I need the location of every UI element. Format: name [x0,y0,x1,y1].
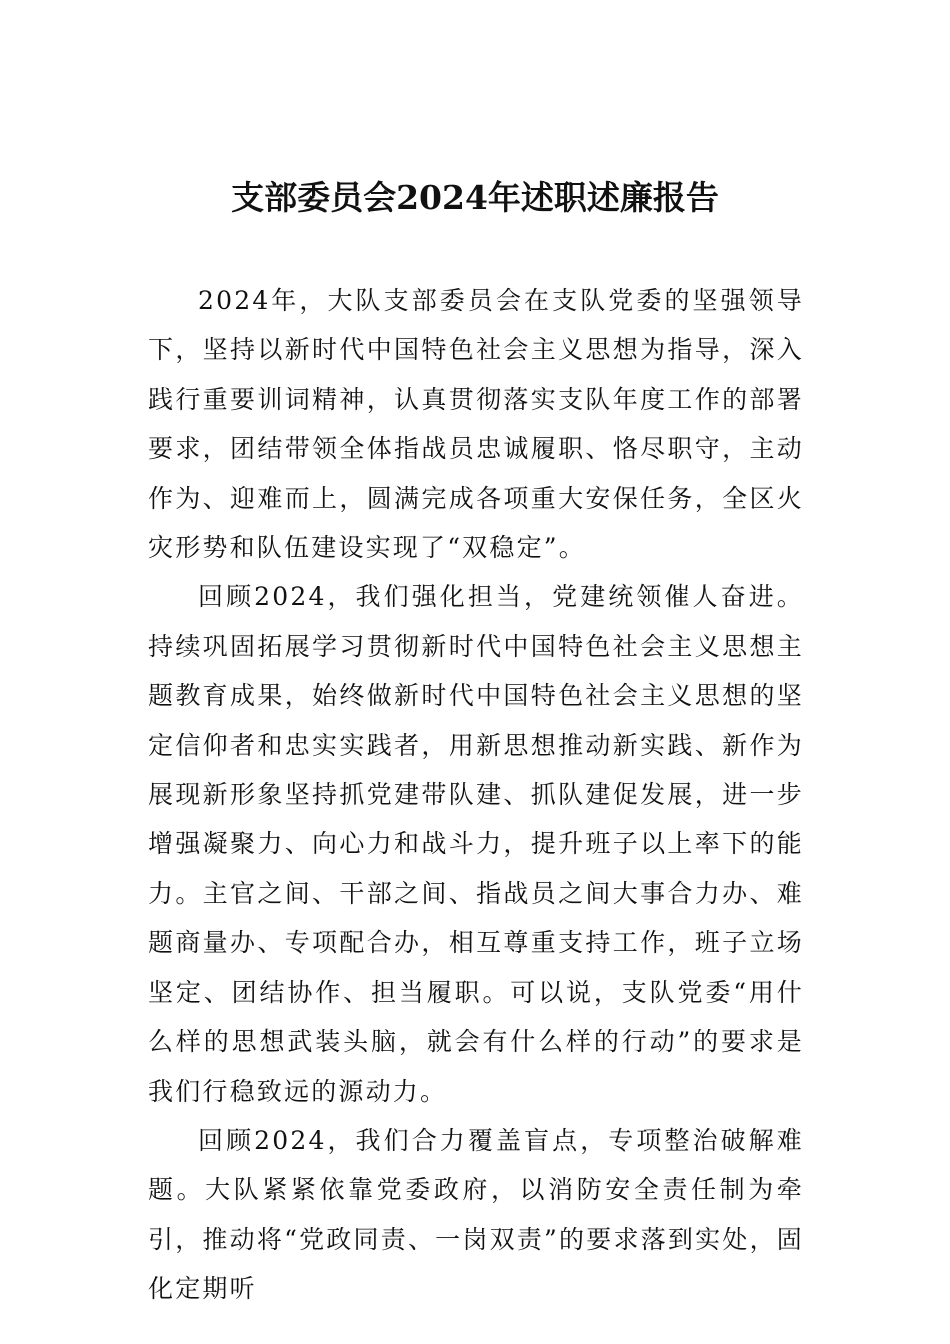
document-title: 支部委员会2024年述职述廉报告 [231,178,719,217]
paragraph-2: 回顾2024，我们强化担当，党建统领催人奋进。持续巩固拓展学习贯彻新时代中国特色社会主义思想主题教育成果，始终做新时代中国特色社会主义思想的坚定信仰者和忠实实践者，用新思想推动新实践、新作为展现新形象坚持抓党建带队建、抓队建促发展，进一步增强凝聚力、向心力和战斗力，提升班子以上率下的能力。主官之间、干部之间、指战员之间大事合力办、难题商量办、专项配合办，相互尊重支持工作，班子立场坚定、团结协作、担当履职。可以说，支队党委“用什么样的思想武装头脑，就会有什么样的行动”的要求是我们行稳致远的源动力。 [148,582,804,1106]
document-body [148,276,804,1314]
paragraph-1: 2024年，大队支部委员会在支队党委的坚强领导下，坚持以新时代中国特色社会主义思想为指导，深入践行重要训词精神，认真贯彻落实支队年度工作的部署要求，团结带领全体指战员忠诚履职、恪尽职守，主动作为、迎难而上，圆满完成各项重大安保任务，全区火灾形势和队伍建设实现了“双稳定”。 [148,286,804,563]
paragraph-3: 回顾2024，我们合力覆盖盲点，专项整治破解难题。大队紧紧依靠党委政府，以消防安全责任制为牵引，推动将“党政同责、一岗双责”的要求落到实处，固化定期听 [148,1125,804,1304]
